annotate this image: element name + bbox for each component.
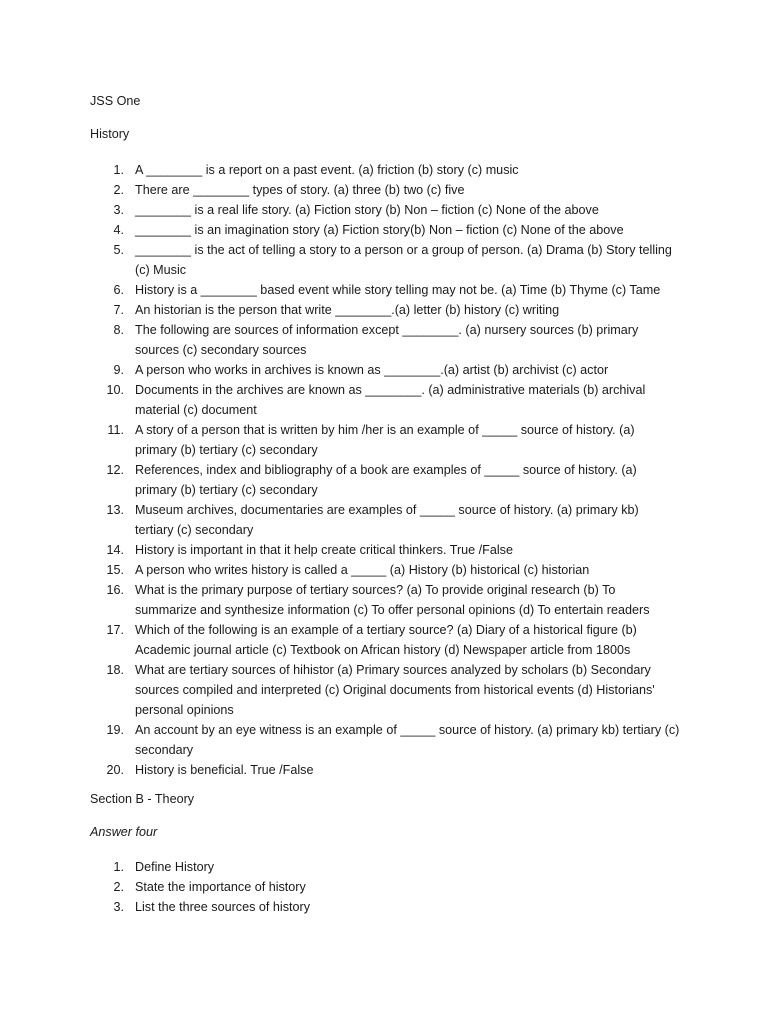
question-item <box>90 220 680 240</box>
question-item <box>90 460 680 500</box>
question-number: 20. <box>106 763 124 777</box>
class-label: JSS One <box>90 94 141 108</box>
question-number: 15. <box>106 563 124 577</box>
question-number: 13. <box>106 503 124 517</box>
theory-number: 3. <box>113 900 124 914</box>
question-text: ________ is a real life story. (a) Fiction story (b) Non – fiction (c) None of the above <box>135 203 599 217</box>
question-number: 6. <box>113 283 124 297</box>
question-number: 2. <box>113 183 124 197</box>
objective-question-list <box>90 160 680 780</box>
theory-number: 1. <box>113 860 124 874</box>
question-text: An account by an eye witness is an example of _____ source of history. (a) primary kb) tertiary (c) secondary <box>135 723 680 757</box>
theory-text: List the three sources of history <box>135 900 310 914</box>
question-text: What are tertiary sources of hihistor (a) Primary sources analyzed by scholars (b) Secondary sources compiled and interpreted (c) Original documents from historical events (d) Historians' personal opinions <box>135 663 655 717</box>
question-text: References, index and bibliography of a book are examples of _____ source of history. (a) primary (b) tertiary (c) secondary <box>135 463 637 497</box>
question-number: 4. <box>113 223 124 237</box>
question-text: Documents in the archives are known as ________. (a) administrative materials (b) archival material (c) document <box>135 383 646 417</box>
question-number: 17. <box>106 623 124 637</box>
section-instruction: Answer four <box>90 825 158 839</box>
question-text: A ________ is a report on a past event. (a) friction (b) story (c) music <box>135 163 519 177</box>
theory-item <box>90 877 680 897</box>
question-number: 3. <box>113 203 124 217</box>
question-text: A person who writes history is called a _____ (a) History (b) historical (c) historian <box>135 563 590 577</box>
question-text: What is the primary purpose of tertiary sources? (a) To provide original research (b) To summarize and synthesize information (c) To offer personal opinions (d) To entertain readers <box>135 583 650 617</box>
question-text: A story of a person that is written by him /her is an example of _____ source of history. (a) primary (b) tertiary (c) secondary <box>135 423 635 457</box>
question-text: Museum archives, documentaries are examples of _____ source of history. (a) primary kb) tertiary (c) secondary <box>135 503 639 537</box>
question-item <box>90 360 680 380</box>
subject-title: History <box>90 127 130 141</box>
question-number: 10. <box>106 383 124 397</box>
question-item <box>90 200 680 220</box>
question-item <box>90 160 680 180</box>
question-number: 7. <box>113 303 124 317</box>
question-item <box>90 580 680 620</box>
section-heading: Section B - Theory <box>90 792 195 806</box>
theory-text: Define History <box>135 860 215 874</box>
theory-text: State the importance of history <box>135 880 306 894</box>
question-text: Which of the following is an example of a tertiary source? (a) Diary of a historical figure (b) Academic journal article (c) Textbook on African history (d) Newspaper article from 1800s <box>135 623 637 657</box>
theory-number: 2. <box>113 880 124 894</box>
question-item <box>90 560 680 580</box>
question-number: 18. <box>106 663 124 677</box>
question-item <box>90 380 680 420</box>
question-item <box>90 500 680 540</box>
question-item <box>90 760 680 780</box>
question-text: An historian is the person that write ________.(a) letter (b) history (c) writing <box>135 303 560 317</box>
question-number: 5. <box>113 243 124 257</box>
question-text: A person who works in archives is known as ________.(a) artist (b) archivist (c) actor <box>135 363 609 377</box>
question-item <box>90 320 680 360</box>
question-item <box>90 660 680 720</box>
question-text: The following are sources of information except ________. (a) nursery sources (b) primary sources (c) secondary sources <box>135 323 639 357</box>
question-number: 9. <box>113 363 124 377</box>
question-item <box>90 180 680 200</box>
question-number: 8. <box>113 323 124 337</box>
question-item <box>90 280 680 300</box>
theory-item <box>90 897 680 917</box>
question-number: 19. <box>106 723 124 737</box>
question-item <box>90 240 680 280</box>
question-item <box>90 720 680 760</box>
question-item <box>90 540 680 560</box>
question-number: 14. <box>106 543 124 557</box>
question-text: ________ is an imagination story (a) Fiction story(b) Non – fiction (c) None of the above <box>135 223 624 237</box>
question-number: 11. <box>107 423 124 437</box>
question-text: There are ________ types of story. (a) three (b) two (c) five <box>135 183 465 197</box>
question-number: 12. <box>106 463 124 477</box>
question-text: ________ is the act of telling a story to a person or a group of person. (a) Drama (b) Story telling (c) Music <box>135 243 672 277</box>
question-number: 1. <box>113 163 124 177</box>
theory-item <box>90 857 680 877</box>
question-text: History is important in that it help create critical thinkers. True /False <box>135 543 513 557</box>
question-text: History is a ________ based event while story telling may not be. (a) Time (b) Thyme (c) Tame <box>135 283 661 297</box>
question-text: History is beneficial. True /False <box>135 763 314 777</box>
question-number: 16. <box>106 583 124 597</box>
question-item <box>90 300 680 320</box>
theory-question-list <box>90 857 680 917</box>
question-item <box>90 420 680 460</box>
question-item <box>90 620 680 660</box>
